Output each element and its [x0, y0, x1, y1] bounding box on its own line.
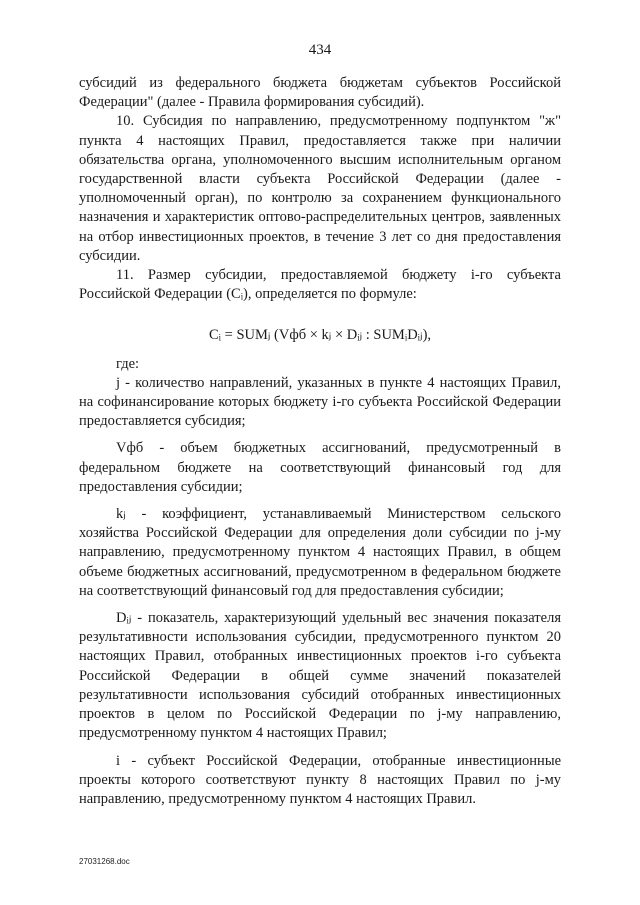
definition-v: Vфб - объем бюджетных ассигнований, предусмотренный в федеральном бюджете на соответствующий финансовый год для предоставления субсидии;: [79, 440, 561, 495]
where-label: где:: [116, 355, 140, 372]
document-footer-filename: 27031268.doc: [79, 857, 130, 866]
paragraph-11: 11. Размер субсидии, предоставляемой бюджету i-го субъекта Российской Федерации (Сᵢ), определяется по формуле:: [79, 267, 561, 303]
definition-i: i - субъект Российской Федерации, отобранные инвестиционные проекты которого соответствуют пункту 8 настоящих Правил по j-му направлению, предусмотренному пунктом 4 настоящих Правил.: [79, 752, 561, 807]
page-number: 434: [308, 42, 332, 58]
document-body: [79, 74, 561, 809]
paragraph-10: 10. Субсидия по направлению, предусмотренному подпунктом "ж" пункта 4 настоящих Правил, предоставляется также при наличии обязательства органа, уполномоченного высшим исполнительным органом государственной власти субъекта Российской Федерации (далее - уполномоченный орган), по контролю за сохранением функционального назначения и характеристик оптово-распределительных центров, заявленных на отбор инвестиционных проектов, в течение 3 лет со дня предоставления субсидии.: [79, 113, 561, 264]
definition-k: kⱼ - коэффициент, устанавливаемый Министерством сельского хозяйства Российской Федерации для определения доли субсидии по j-му направлению, предусмотренному пунктом 4 настоящих Правил, в общем объеме бюджетных ассигнований, предусмотренном в федеральном бюджете на соответствующий финансовый год для предоставления субсидии;: [79, 506, 561, 599]
definition-j: j - количество направлений, указанных в пункте 4 настоящих Правил, на софинансирование которых бюджету i-го субъекта Российской Федерации предоставляется субсидия;: [79, 374, 561, 430]
definition-d: Dᵢⱼ - показатель, характеризующий удельный вес значения показателя результативности использования субсидии, предусмотренного пунктом 20 настоящих Правил, отобранных инвестиционных проектов i-го субъекта Российской Федерации в общей сумме значений показателей результативности использования субсидий отобранных инвестиционных проектов в целом по Российской Федерации по j-му направлению, предусмотренному пунктом 4 настоящих Правил;: [79, 610, 561, 742]
subsidy-formula: Сᵢ = SUMⱼ (Vфб × kⱼ × Dᵢⱼ : SUMᵢDᵢⱼ),: [208, 327, 432, 344]
paragraph-continuation: субсидий из федерального бюджета бюджетам субъектов Российской Федерации" (далее - Правила формирования субсидий).: [79, 75, 561, 111]
